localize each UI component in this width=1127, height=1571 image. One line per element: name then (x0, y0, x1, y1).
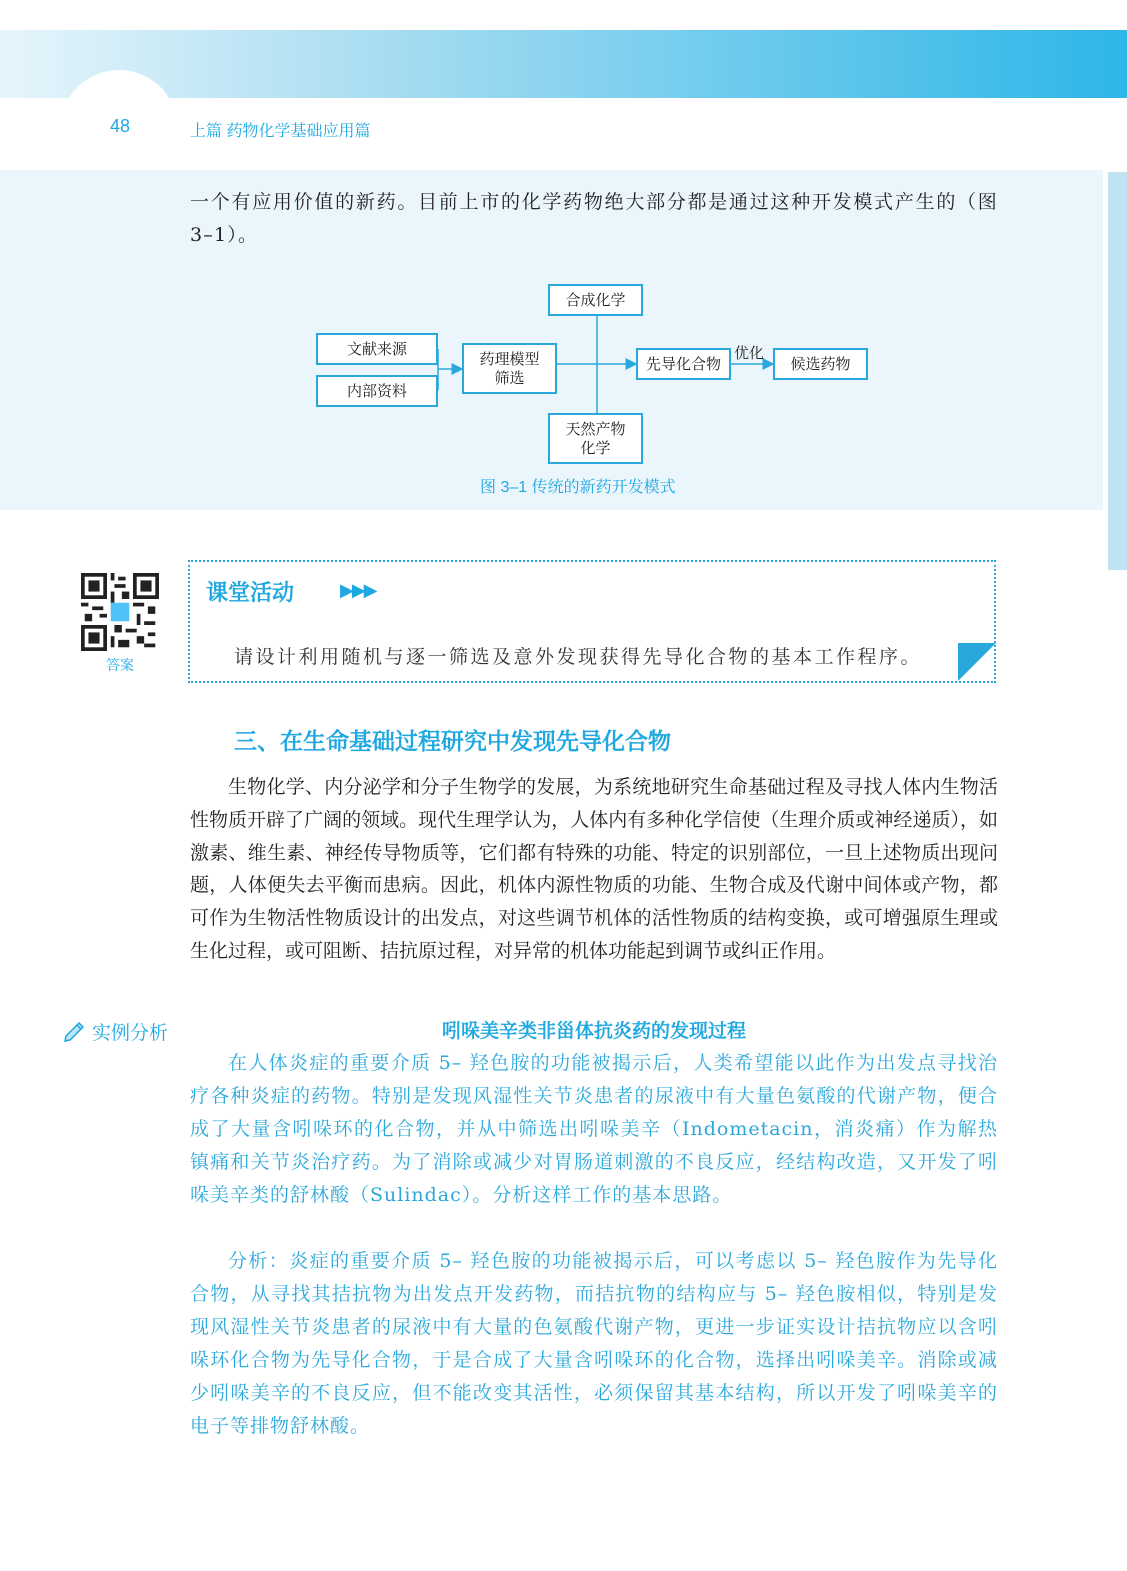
activity-text: 请设计利用随机与逐一筛选及意外发现获得先导化合物的基本工作程序。 (234, 646, 923, 668)
analysis-paragraph: 分析：炎症的重要介质 5– 羟色胺的功能被揭示后，可以考虑以 5– 羟色胺作为先导化合物，从寻找其拮抗物为出发点开发药物，而拮抗物的结构应与 5– 羟色胺相似，特别是发现风湿性关节炎患者的尿液中有大量的色氨酸代谢产物，更进一步证实设计拮抗物应以含吲哚环化合物为先导化合物，于是合成了大量含吲哚环的化合物，选择出吲哚美辛。消除或减少吲哚美辛的不良反应，但不能改变其活性，必须保留其基本结构，所以开发了吲哚美辛的电子等排物舒林酸。 (190, 1250, 998, 1437)
answer-label: 答案 (106, 657, 134, 673)
box-natural-product-chemistry: 天然产物化学 (548, 413, 643, 464)
section-paragraph: 生物化学、内分泌学和分子生物学的发展，为系统地研究生命基础过程及寻找人体内生物活性物质开辟了广阔的领域。现代生理学认为，人体内有多种化学信使（生理介质或神经递质），如激素、维生素、神经传导物质等，它们都有特殊的功能、特定的识别部位，一旦上述物质出现问题，人体便失去平衡而患病。因此，机体内源性物质的功能、生物合成及代谢中间体或产物，都可作为生物活性物质设计的出发点，对这些调节机体的活性物质的结构变换，或可增强原生理或生化过程，或可阻断、拮抗原过程，对异常的机体功能起到调节或纠正作用。 (190, 776, 998, 962)
figure-caption: 图 3–1 传统的新药开发模式 (480, 479, 676, 496)
box-lead-compound: 先导化合物 (636, 348, 731, 380)
intro-paragraph: 一个有应用价值的新药。目前上市的化学药物绝大部分都是通过这种开发模式产生的（图 3–1）。 (190, 191, 998, 246)
box-internal-data: 内部资料 (316, 375, 438, 407)
box-pharmacology-screening: 药理模型筛选 (462, 343, 557, 394)
case-analysis-label (62, 1016, 168, 1046)
running-head: 上篇 药物化学基础应用篇 (190, 123, 371, 140)
case-label-text: 实例分析 (92, 1021, 169, 1044)
answer-qr-code[interactable] (81, 573, 159, 651)
header-band (0, 30, 1127, 98)
box-candidate-drug: 候选药物 (773, 348, 868, 380)
case-title: 吲哚美辛类非甾体抗炎药的发现过程 (441, 1020, 746, 1042)
activity-title: 课堂活动 (206, 580, 295, 606)
label-optimize: 优化 (734, 344, 765, 362)
pencil-icon (62, 1018, 88, 1044)
triple-arrow-icon: ▶▶▶ (340, 580, 376, 601)
corner-triangle-icon (958, 643, 996, 681)
box-literature-source: 文献来源 (316, 333, 438, 365)
box-synthetic-chemistry: 合成化学 (548, 284, 643, 316)
case-paragraph: 在人体炎症的重要介质 5– 羟色胺的功能被揭示后，人类希望能以此作为出发点寻找治疗各种炎症的药物。特别是发现风湿性关节炎患者的尿液中有大量色氨酸的代谢产物，便合成了大量含吲哚环的化合物，并从中筛选出吲哚美辛（Indometacin，消炎痛）作为解热镇痛和关节炎治疗药。为了消除或减少对胃肠道刺激的不良反应，经结构改造，又开发了吲哚美辛类的舒林酸（Sulindac）。分析这样工作的基本思路。 (190, 1052, 998, 1206)
section-title: 三、在生命基础过程研究中发现先导化合物 (234, 728, 671, 755)
page-number: 48 (110, 116, 131, 136)
side-tab-strip (1108, 172, 1127, 570)
